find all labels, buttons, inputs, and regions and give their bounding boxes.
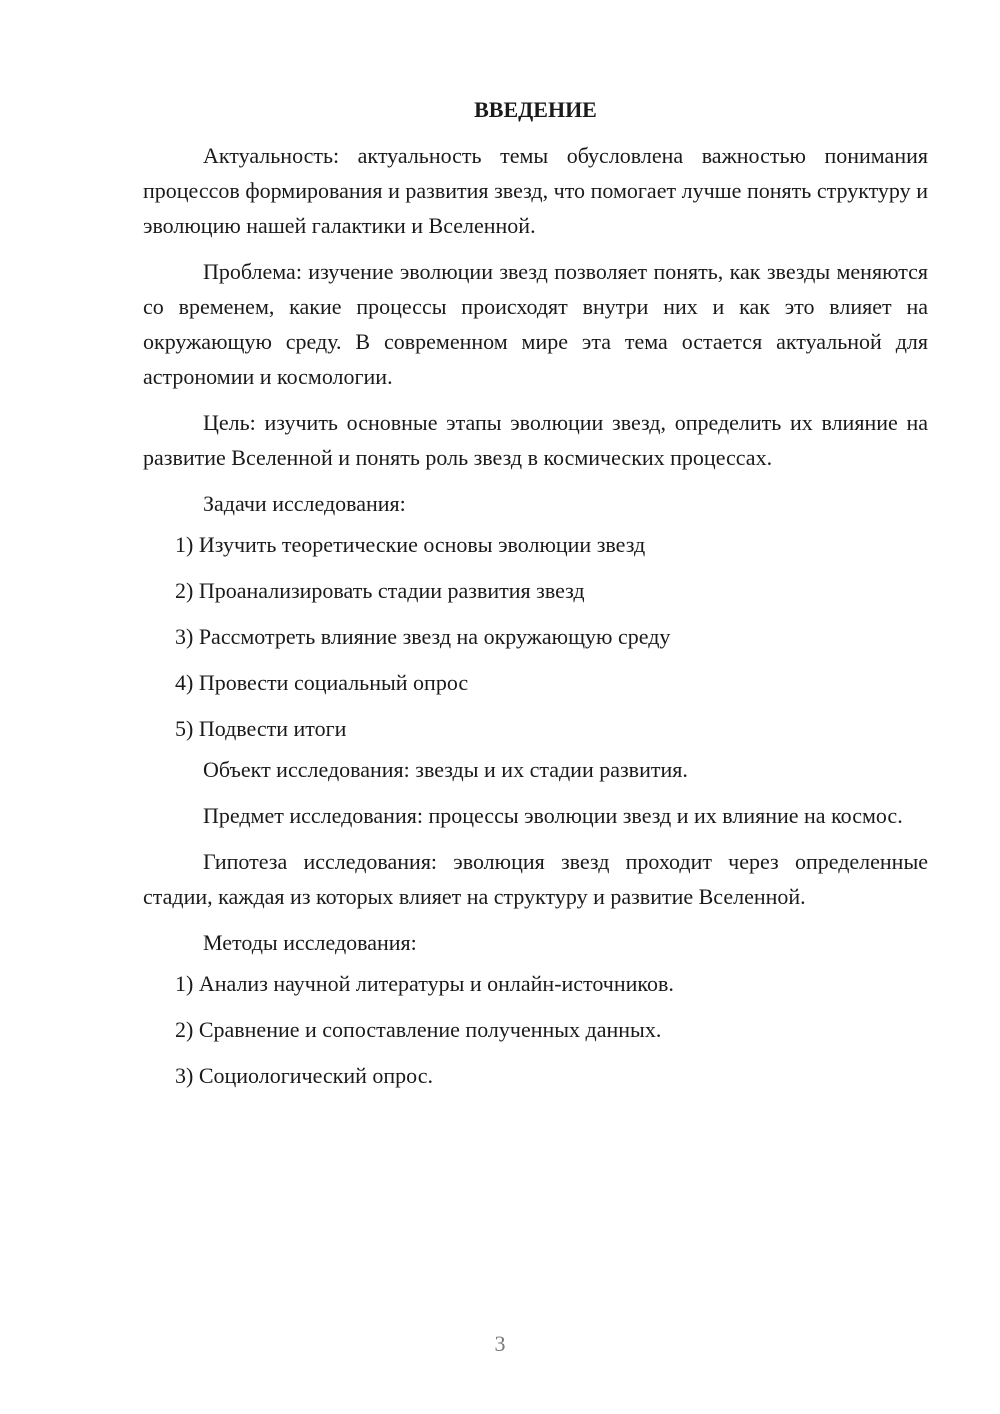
intro-section <box>143 138 928 521</box>
list-item: 3) Рассмотреть влияние звезд на окружающую среду <box>175 624 671 649</box>
middle-section <box>143 752 928 960</box>
list-item: 3) Социологический опрос. <box>175 1063 433 1088</box>
document-page <box>143 92 928 1093</box>
page-number: 3 <box>494 1331 506 1356</box>
methods-list <box>143 966 928 1093</box>
paragraph-object: Объект исследования: звезды и их стадии развития. <box>203 757 688 782</box>
list-item: 2) Сравнение и сопоставление полученных данных. <box>175 1017 662 1042</box>
paragraph-hypothesis: Гипотеза исследования: эволюция звезд проходит через определенные стадии, каждая из которых влияет на структуру и развитие Вселенной. <box>143 849 928 909</box>
paragraph-problem: Проблема: изучение эволюции звезд позволяет понять, как звезды меняются со временем, какие процессы происходят внутри них и как это влияет на окружающую среду. В современном мире эта тема остается актуальной для астрономии и космологии. <box>143 259 928 389</box>
list-item: 5) Подвести итоги <box>175 716 347 741</box>
page-title: ВВЕДЕНИЕ <box>474 97 597 122</box>
list-item: 1) Анализ научной литературы и онлайн-источников. <box>175 971 674 996</box>
paragraph-subject: Предмет исследования: процессы эволюции звезд и их влияние на космос. <box>203 803 903 828</box>
paragraph-relevance: Актуальность: актуальность темы обусловлена важностью понимания процессов формирования и развития звезд, что помогает лучше понять структуру и эволюцию нашей галактики и Вселенной. <box>143 143 928 238</box>
list-item: 4) Провести социальный опрос <box>175 670 469 695</box>
paragraph-methods-heading: Методы исследования: <box>203 930 417 955</box>
paragraph-tasks-heading: Задачи исследования: <box>203 491 406 516</box>
list-item: 2) Проанализировать стадии развития звезд <box>175 578 585 603</box>
tasks-list <box>143 527 928 746</box>
list-item: 1) Изучить теоретические основы эволюции звезд <box>175 532 646 557</box>
paragraph-goal: Цель: изучить основные этапы эволюции звезд, определить их влияние на развитие Вселенной и понять роль звезд в космических процессах. <box>143 410 928 470</box>
